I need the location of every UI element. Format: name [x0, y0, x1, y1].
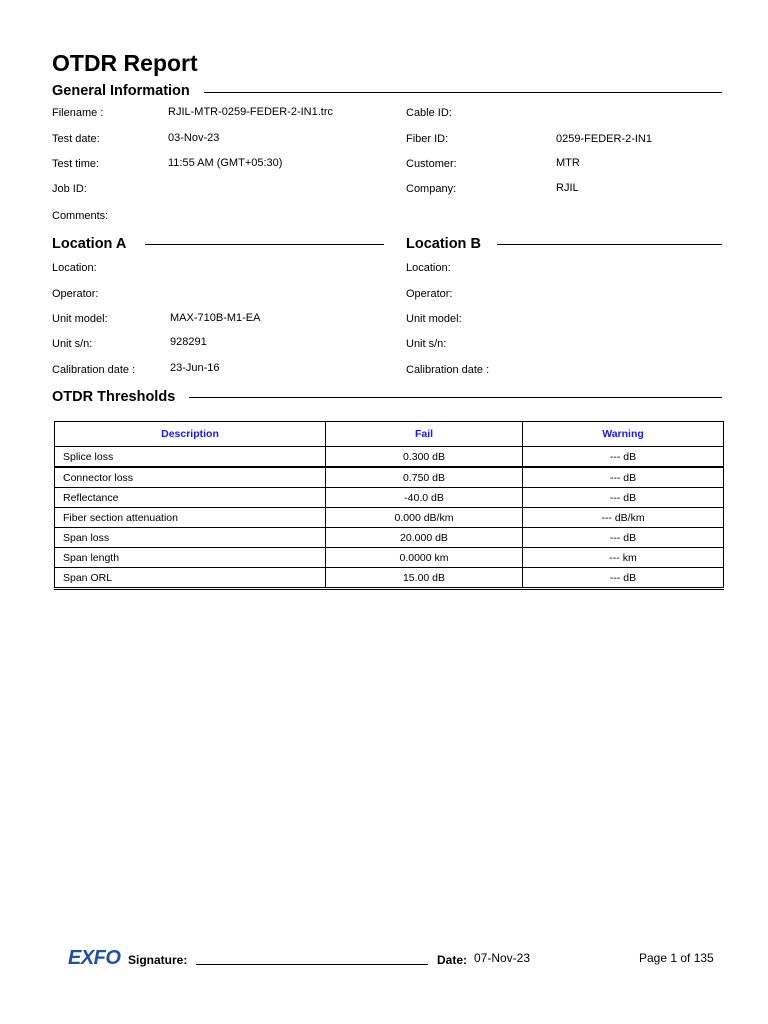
threshold-fail: 0.0000 km [326, 548, 523, 568]
location-a-unit-model-label: Unit model: [52, 313, 108, 325]
column-header-warning: Warning [523, 422, 724, 447]
cable-id-label: Cable ID: [406, 107, 452, 119]
location-b-unit-sn-label: Unit s/n: [406, 338, 447, 350]
filename-value: RJIL-MTR-0259-FEDER-2-IN1.trc [168, 106, 334, 118]
customer-value: MTR [556, 157, 580, 169]
section-divider [189, 397, 722, 398]
location-b-heading: Location B [406, 236, 481, 252]
company-label: Company: [406, 183, 457, 195]
threshold-description: Reflectance [55, 488, 326, 508]
fiber-id-value: 0259-FEDER-2-IN1 [556, 133, 652, 145]
threshold-warning: --- dB [523, 447, 724, 468]
table-row [55, 508, 724, 528]
table-header-row [55, 422, 724, 447]
column-header-description: Description [55, 422, 326, 447]
threshold-warning: --- dB [523, 488, 724, 508]
exfo-logo: EXFO [68, 947, 121, 969]
location-a-unit-sn-label: Unit s/n: [52, 338, 93, 350]
threshold-description: Fiber section attenuation [55, 508, 326, 528]
test-time-label: Test time: [52, 158, 100, 170]
table-row [55, 568, 724, 589]
threshold-fail: 0.300 dB [326, 447, 523, 468]
otdr-thresholds-heading: OTDR Thresholds [52, 389, 176, 405]
column-header-fail: Fail [326, 422, 523, 447]
test-date-label: Test date: [52, 133, 100, 145]
threshold-description: Span length [55, 548, 326, 568]
table-row [55, 467, 724, 488]
company-value: RJIL [556, 182, 579, 194]
job-id-label: Job ID: [52, 183, 87, 195]
section-divider [204, 92, 722, 93]
location-b-unit-model-label: Unit model: [406, 313, 462, 325]
table-row [55, 447, 724, 468]
test-time-value: 11:55 AM (GMT+05:30) [168, 157, 283, 169]
location-a-unit-sn-value: 928291 [170, 336, 207, 348]
threshold-description: Span ORL [55, 568, 326, 589]
threshold-fail: 15.00 dB [326, 568, 523, 589]
location-a-unit-model-value: MAX-710B-M1-EA [170, 312, 261, 324]
threshold-warning: --- dB/km [523, 508, 724, 528]
location-a-calibration-label: Calibration date : [52, 364, 136, 376]
threshold-warning: --- dB [523, 528, 724, 548]
page-number: Page 1 of 135 [639, 951, 714, 965]
date-value: 07-Nov-23 [474, 951, 531, 965]
threshold-description: Connector loss [55, 467, 326, 488]
filename-label: Filename : [52, 107, 104, 119]
test-date-value: 03-Nov-23 [168, 132, 220, 144]
location-a-heading: Location A [52, 236, 127, 252]
table-row [55, 528, 724, 548]
table-row [55, 488, 724, 508]
general-information-heading: General Information [52, 83, 190, 99]
threshold-fail: 20.000 dB [326, 528, 523, 548]
section-divider [497, 244, 722, 245]
comments-label: Comments: [52, 210, 109, 222]
location-a-calibration-value: 23-Jun-16 [170, 362, 220, 374]
signature-label: Signature: [128, 953, 188, 967]
threshold-fail: -40.0 dB [326, 488, 523, 508]
signature-line [196, 964, 428, 965]
threshold-fail: 0.000 dB/km [326, 508, 523, 528]
threshold-warning: --- dB [523, 467, 724, 488]
section-divider [145, 244, 384, 245]
location-a-operator-label: Operator: [52, 288, 99, 300]
threshold-fail: 0.750 dB [326, 467, 523, 488]
customer-label: Customer: [406, 158, 457, 170]
report-title: OTDR Report [52, 50, 198, 76]
thresholds-table [54, 421, 724, 590]
fiber-id-label: Fiber ID: [406, 133, 449, 145]
date-label: Date: [437, 953, 468, 967]
location-a-location-label: Location: [52, 262, 97, 274]
location-b-operator-label: Operator: [406, 288, 453, 300]
threshold-description: Splice loss [55, 447, 326, 468]
threshold-warning: --- km [523, 548, 724, 568]
table-row [55, 548, 724, 568]
threshold-warning: --- dB [523, 568, 724, 589]
threshold-description: Span loss [55, 528, 326, 548]
location-b-location-label: Location: [406, 262, 451, 274]
location-b-calibration-label: Calibration date : [406, 364, 490, 376]
